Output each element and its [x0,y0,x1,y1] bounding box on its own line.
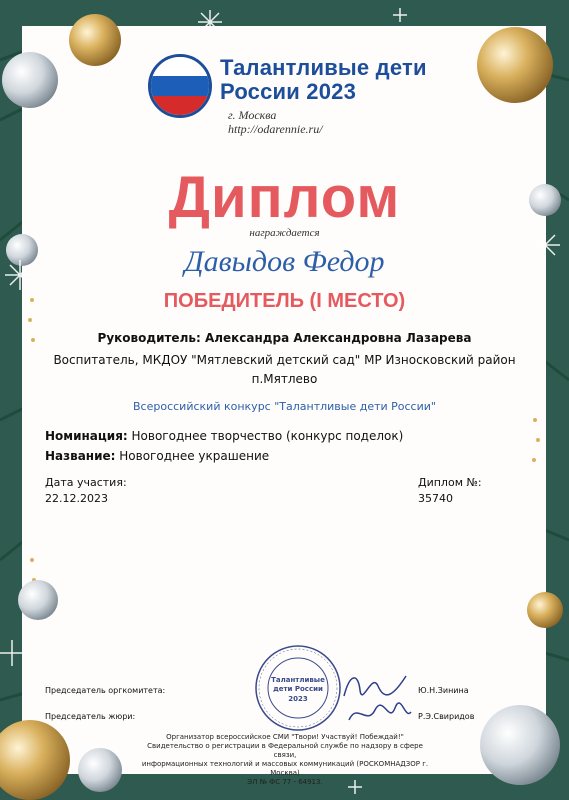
diploma-number-label: Диплом №: [418,476,482,489]
brand-title-line2: России 2023 [220,79,357,104]
position-line2: п.Мятлево [251,372,318,386]
footer-line4: ЭЛ № ФС 77 - 64913. [247,778,323,786]
chair-name: Ю.Н.Зинина [418,686,469,695]
work-name-row [45,449,269,463]
brand-url[interactable]: http://odarennie.ru/ [228,122,323,136]
work-name-label: Название: [45,449,116,463]
russia-flag-icon [148,54,212,118]
stamp-line3: 2023 [288,695,308,703]
diploma-title: Диплом [168,165,401,230]
brand-title [220,56,427,104]
diploma-number-value: 35740 [418,492,453,505]
chair-signature [340,668,410,704]
awarded-caption: награждается [249,227,320,239]
recipient-name: Давыдов Федор [184,245,385,278]
leader-position [40,351,529,389]
contest-name: Всероссийский конкурс "Талантливые дети России" [133,400,436,413]
official-stamp [254,644,342,732]
nomination-label: Номинация: [45,429,128,443]
jury-name: Р.Э.Свиридов [418,712,475,721]
nomination-row [45,429,403,443]
leader-line [0,331,569,345]
footer-line3: информационных технологий и массовых коммуникаций (РОСКОМНАДЗОР г. Москва) [141,760,429,777]
footer-line2: Свидетельство о регистрации в Федеральной службе по надзору в сфере связи, [147,742,423,759]
date-value: 22.12.2023 [45,492,108,505]
organizer-footer [140,733,430,787]
organizer-logo [148,52,428,142]
jury-label: Председатель жюри: [45,712,136,721]
stamp-line2: дети России [273,685,323,693]
leader-name: Александра Александровна Лазарева [204,331,472,345]
brand-title-line1: Талантливые дети [220,55,427,80]
nomination-value: Новогоднее творчество (конкурс поделок) [131,429,404,443]
footer-line1: Организатор всероссийское СМИ "Твори! Участвуй! Побеждай!" [166,733,404,741]
chair-label: Председатель оргкомитета: [45,686,166,695]
stamp-line1: Талантливые [271,676,325,684]
jury-signature [345,700,415,730]
position-line1: Воспитатель, МКДОУ "Мятлевский детский сад" МР Износковский район [53,353,516,367]
brand-city: г. Москва [228,108,277,122]
date-label: Дата участия: [45,476,127,489]
leader-label: Руководитель: [97,331,201,345]
award-place: ПОБЕДИТЕЛЬ (I МЕСТО) [163,290,406,312]
work-name-value: Новогоднее украшение [119,449,270,463]
